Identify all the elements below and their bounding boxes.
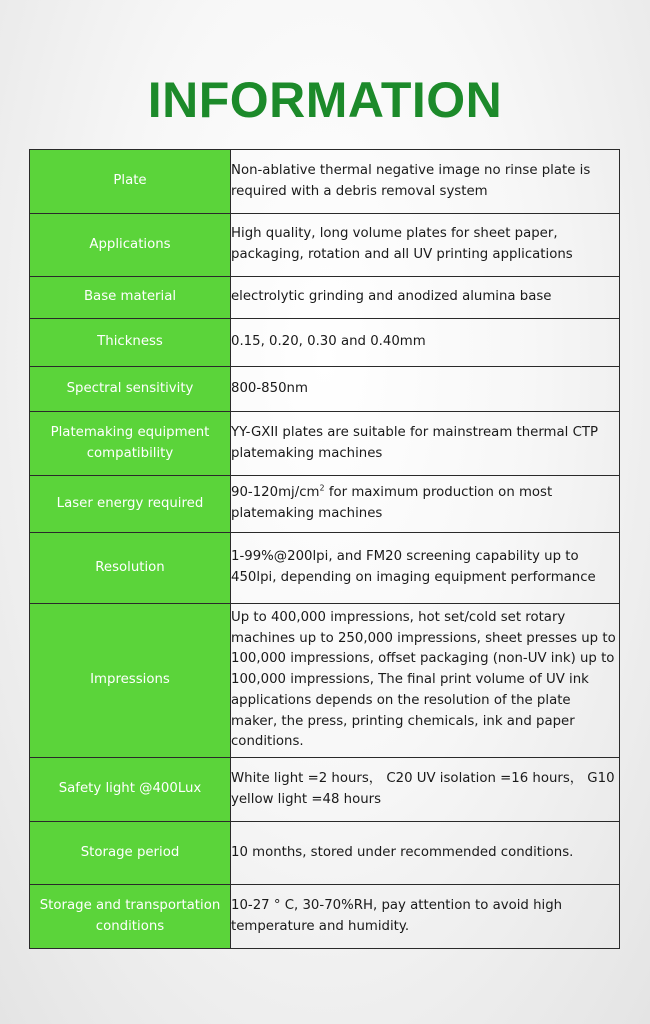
row-label-base-material: Base material [30, 277, 231, 319]
row-value-impressions: Up to 400,000 impressions, hot set/cold set rotary machines up to 250,000 impressions, sheet presses up to 100,000 impressions, offset packaging (non-UV ink) up to 100,000 impressions, The final print volume of UV ink applications depends on the resolution of the plate maker, the press, printing chemicals, ink and paper conditions. [231, 604, 620, 758]
table-row [30, 758, 620, 822]
spec-table [29, 149, 620, 949]
row-value-safety-light: White light =2 hours， C20 UV isolation =16 hours， G10 yellow light =48 hours [231, 758, 620, 822]
laser-energy-superscript: 2 [319, 483, 325, 493]
row-label-laser-energy: Laser energy required [30, 476, 231, 533]
page-title: INFORMATION [147, 72, 503, 128]
table-row [30, 367, 620, 412]
row-label-impressions: Impressions [30, 604, 231, 758]
table-row [30, 604, 620, 758]
table-row [30, 150, 620, 214]
table-row [30, 319, 620, 367]
table-row [30, 822, 620, 885]
row-value-thickness: 0.15, 0.20, 0.30 and 0.40mm [231, 319, 620, 367]
row-value-spectral-sensitivity: 800-850nm [231, 367, 620, 412]
laser-energy-prefix: 90-120mj/cm [231, 485, 320, 501]
table-row [30, 885, 620, 949]
table-row [30, 476, 620, 533]
table-row [30, 214, 620, 277]
row-label-resolution: Resolution [30, 533, 231, 604]
row-label-plate: Plate [30, 150, 231, 214]
row-value-resolution: 1-99%@200lpi, and FM20 screening capability up to 450lpi, depending on imaging equipment performance [231, 533, 620, 604]
table-row [30, 412, 620, 476]
row-value-storage-period: 10 months, stored under recommended conditions. [231, 822, 620, 885]
row-value-platemaking-compatibility: YY-GXII plates are suitable for mainstream thermal CTP platemaking machines [231, 412, 620, 476]
row-value-applications: High quality, long volume plates for sheet paper, packaging, rotation and all UV printing applications [231, 214, 620, 277]
table-row [30, 277, 620, 319]
row-value-laser-energy [231, 476, 620, 533]
row-label-storage-period: Storage period [30, 822, 231, 885]
row-value-base-material: electrolytic grinding and anodized alumina base [231, 277, 620, 319]
row-label-spectral-sensitivity: Spectral sensitivity [30, 367, 231, 412]
row-label-platemaking-compatibility: Platemaking equipment compatibility [30, 412, 231, 476]
row-label-thickness: Thickness [30, 319, 231, 367]
row-label-storage-transport: Storage and transportation conditions [30, 885, 231, 949]
row-label-safety-light: Safety light @400Lux [30, 758, 231, 822]
row-value-storage-transport: 10-27 ° C, 30-70%RH, pay attention to avoid high temperature and humidity. [231, 885, 620, 949]
laser-energy-suffix: for maximum production on most platemaking machines [231, 485, 553, 521]
table-row [30, 533, 620, 604]
row-label-applications: Applications [30, 214, 231, 277]
row-value-plate: Non-ablative thermal negative image no rinse plate is required with a debris removal system [231, 150, 620, 214]
